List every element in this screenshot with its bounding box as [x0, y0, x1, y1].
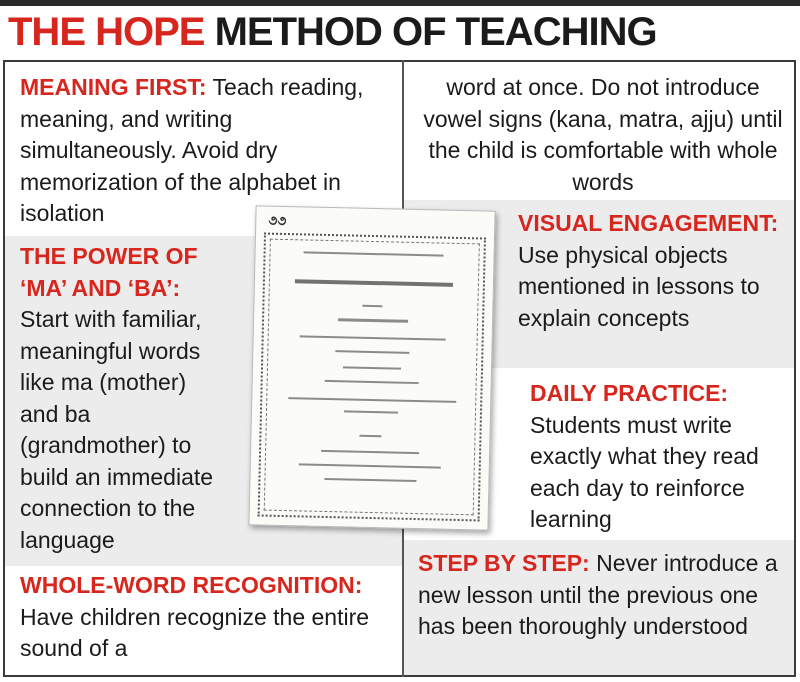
section-heading: THE POWER OF ‘MA’ AND ‘BA’: — [20, 243, 198, 301]
section-power-of-ma-ba — [20, 241, 220, 556]
section-body: word at once. Do not introduce vowel signs (kana, matra, ajju) until the child is comfortable with whole words — [423, 74, 783, 195]
section-heading: VISUAL ENGAGEMENT: — [518, 210, 779, 236]
section-body: Start with familiar, meaningful words like ma (mother) and ba (grandmother) to build an immediate connection to the language — [20, 306, 214, 553]
page-title — [8, 8, 657, 56]
top-rule — [0, 0, 800, 6]
page-number: ૭૭ — [268, 212, 287, 229]
section-whole-word-continued — [418, 72, 788, 198]
section-step-by-step — [418, 548, 790, 643]
section-heading: DAILY PRACTICE: — [530, 380, 729, 406]
section-visual-engagement — [518, 208, 786, 334]
text-line — [362, 305, 382, 307]
section-heading: MEANING FIRST: — [20, 74, 207, 100]
section-whole-word — [20, 570, 398, 665]
section-heading: WHOLE-WORD RECOGNITION: — [20, 572, 363, 598]
section-meaning-first — [20, 72, 392, 230]
primer-title-page-image — [248, 205, 495, 530]
section-body: Have children recognize the entire sound of a — [20, 603, 370, 661]
title-highlight: THE HOPE — [8, 10, 205, 54]
section-body: Never introduce a new lesson until the previous one has been thoroughly understood — [418, 550, 778, 639]
section-heading: STEP BY STEP: — [418, 550, 590, 576]
section-body: Use physical objects mentioned in lessons to explain concepts — [518, 241, 760, 331]
section-body: Teach reading, meaning, and writing simultaneously. Avoid dry memorization of the alphabet in isolation — [20, 74, 364, 226]
section-body: Students must write exactly what they read each day to reinforce learning — [530, 411, 759, 532]
section-daily-practice — [530, 378, 790, 536]
title-rest: METHOD OF TEACHING — [204, 10, 657, 54]
